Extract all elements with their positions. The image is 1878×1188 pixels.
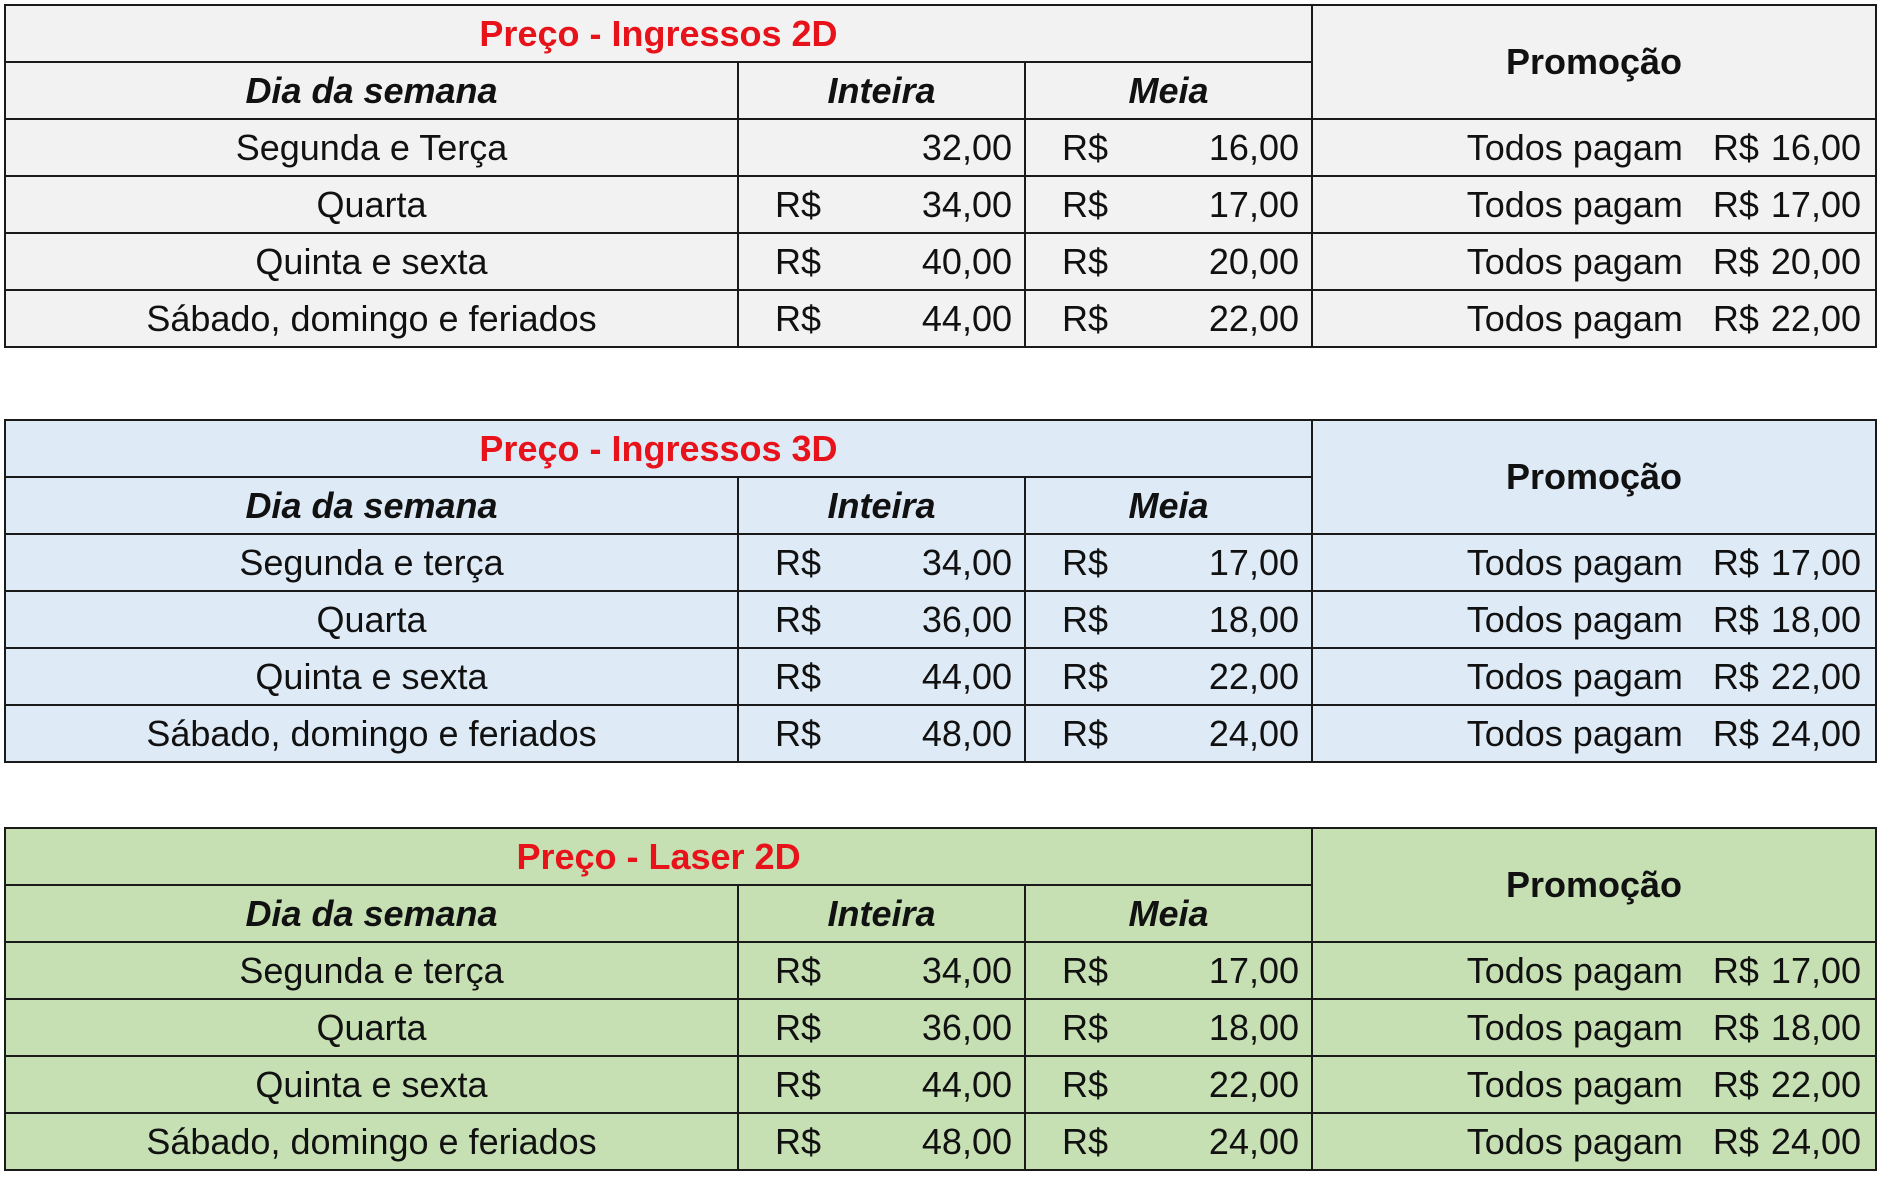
promo-value: 24,00 xyxy=(1770,1120,1862,1162)
promo-text: Todos pagam xyxy=(1466,1006,1683,1048)
full-price-value: 48,00 xyxy=(921,712,1012,754)
day-cell: Sábado, domingo e feriados xyxy=(5,290,738,347)
promo-value: 20,00 xyxy=(1770,240,1861,282)
currency-symbol: R$ xyxy=(775,240,822,282)
promo-cell xyxy=(1312,534,1876,591)
currency-symbol: R$ xyxy=(1712,712,1759,754)
promo-value: 18,00 xyxy=(1770,1006,1862,1048)
currency-symbol: R$ xyxy=(1062,541,1109,583)
day-cell: Quinta e sexta xyxy=(5,1056,738,1113)
promo-header: Promoção xyxy=(1312,5,1876,119)
half-price-cell xyxy=(1025,290,1312,347)
currency-symbol: R$ xyxy=(1712,297,1759,339)
half-price-column-header: Meia xyxy=(1025,885,1312,942)
half-price-value: 18,00 xyxy=(1208,598,1299,640)
promo-value: 17,00 xyxy=(1770,541,1861,583)
table-row xyxy=(5,705,1876,762)
promo-value: 18,00 xyxy=(1770,598,1861,640)
half-price-cell xyxy=(1025,705,1312,762)
half-price-cell xyxy=(1025,1056,1312,1113)
day-cell: Quarta xyxy=(5,176,738,233)
table-row xyxy=(5,1113,1876,1170)
promo-text: Todos pagam xyxy=(1466,712,1683,754)
promo-header: Promoção xyxy=(1312,828,1876,942)
currency-symbol: R$ xyxy=(1712,240,1759,282)
full-price-value: 40,00 xyxy=(921,240,1012,282)
promo-value: 17,00 xyxy=(1770,183,1861,225)
full-price-cell xyxy=(738,534,1025,591)
currency-symbol: R$ xyxy=(775,297,822,339)
full-price-value: 36,00 xyxy=(921,598,1012,640)
half-price-column-header: Meia xyxy=(1025,62,1312,119)
currency-symbol: R$ xyxy=(1712,1006,1759,1048)
promo-cell xyxy=(1312,999,1876,1056)
promo-text: Todos pagam xyxy=(1466,297,1683,339)
promo-cell xyxy=(1312,1113,1876,1170)
promo-value: 22,00 xyxy=(1770,297,1861,339)
promo-text: Todos pagam xyxy=(1466,1063,1683,1105)
half-price-column-header: Meia xyxy=(1025,477,1312,534)
promo-value: 22,00 xyxy=(1770,655,1861,697)
full-price-value: 44,00 xyxy=(921,297,1012,339)
promo-text: Todos pagam xyxy=(1466,949,1683,991)
table-title: Preço - Ingressos 3D xyxy=(5,420,1312,477)
promo-text: Todos pagam xyxy=(1466,541,1683,583)
table-row xyxy=(5,648,1876,705)
half-price-cell xyxy=(1025,591,1312,648)
currency-symbol: R$ xyxy=(775,1120,822,1162)
currency-symbol: R$ xyxy=(775,541,822,583)
half-price-value: 17,00 xyxy=(1208,949,1300,991)
half-price-value: 22,00 xyxy=(1208,655,1299,697)
promo-cell xyxy=(1312,942,1876,999)
full-price-cell xyxy=(738,999,1025,1056)
currency-symbol: R$ xyxy=(1712,541,1759,583)
day-cell: Segunda e terça xyxy=(5,942,738,999)
table-row xyxy=(5,534,1876,591)
half-price-cell xyxy=(1025,999,1312,1056)
currency-symbol: R$ xyxy=(775,712,822,754)
full-price-cell xyxy=(738,942,1025,999)
currency-symbol: R$ xyxy=(775,1063,822,1105)
half-price-cell xyxy=(1025,176,1312,233)
promo-text: Todos pagam xyxy=(1466,240,1683,282)
currency-symbol: R$ xyxy=(1062,949,1109,991)
full-price-column-header: Inteira xyxy=(738,885,1025,942)
day-cell: Quarta xyxy=(5,999,738,1056)
full-price-cell xyxy=(738,591,1025,648)
table-row xyxy=(5,119,1876,176)
table-row xyxy=(5,233,1876,290)
table-row xyxy=(5,176,1876,233)
table-row xyxy=(5,591,1876,648)
promo-cell xyxy=(1312,705,1876,762)
day-cell: Sábado, domingo e feriados xyxy=(5,705,738,762)
price-table-3d xyxy=(4,419,1877,763)
half-price-cell xyxy=(1025,233,1312,290)
half-price-value: 18,00 xyxy=(1208,1006,1300,1048)
full-price-cell xyxy=(738,119,1025,176)
price-table-2d xyxy=(4,4,1877,348)
table-title: Preço - Ingressos 2D xyxy=(5,5,1312,62)
half-price-value: 17,00 xyxy=(1208,183,1299,225)
full-price-value: 32,00 xyxy=(921,126,1012,168)
promo-text: Todos pagam xyxy=(1466,655,1683,697)
day-column-header: Dia da semana xyxy=(5,885,738,942)
currency-symbol: R$ xyxy=(1712,126,1759,168)
table-row xyxy=(5,999,1876,1056)
currency-symbol: R$ xyxy=(1062,183,1109,225)
promo-cell xyxy=(1312,591,1876,648)
currency-symbol: R$ xyxy=(1062,240,1109,282)
currency-symbol: R$ xyxy=(775,598,822,640)
day-column-header: Dia da semana xyxy=(5,62,738,119)
currency-symbol: R$ xyxy=(775,183,822,225)
full-price-cell xyxy=(738,1056,1025,1113)
currency-symbol: R$ xyxy=(1712,1120,1759,1162)
currency-symbol: R$ xyxy=(775,655,822,697)
promo-text: Todos pagam xyxy=(1466,598,1683,640)
currency-symbol: R$ xyxy=(1712,598,1759,640)
promo-cell xyxy=(1312,648,1876,705)
day-cell: Quarta xyxy=(5,591,738,648)
day-cell: Segunda e terça xyxy=(5,534,738,591)
promo-cell xyxy=(1312,119,1876,176)
day-cell: Quinta e sexta xyxy=(5,233,738,290)
full-price-column-header: Inteira xyxy=(738,477,1025,534)
currency-symbol: R$ xyxy=(1062,598,1109,640)
half-price-cell xyxy=(1025,534,1312,591)
full-price-cell xyxy=(738,1113,1025,1170)
half-price-cell xyxy=(1025,648,1312,705)
full-price-cell xyxy=(738,176,1025,233)
promo-text: Todos pagam xyxy=(1466,183,1683,225)
full-price-value: 36,00 xyxy=(921,1006,1012,1048)
promo-value: 16,00 xyxy=(1770,126,1861,168)
day-cell: Quinta e sexta xyxy=(5,648,738,705)
promo-text: Todos pagam xyxy=(1466,126,1683,168)
day-cell: Segunda e Terça xyxy=(5,119,738,176)
half-price-cell xyxy=(1025,1113,1312,1170)
table-title: Preço - Laser 2D xyxy=(5,828,1312,885)
full-price-value: 44,00 xyxy=(921,1063,1012,1105)
currency-symbol: R$ xyxy=(775,949,822,991)
full-price-cell xyxy=(738,705,1025,762)
currency-symbol: R$ xyxy=(1712,949,1759,991)
full-price-cell xyxy=(738,648,1025,705)
promo-value: 24,00 xyxy=(1770,712,1861,754)
half-price-value: 16,00 xyxy=(1208,126,1299,168)
currency-symbol: R$ xyxy=(1062,1120,1109,1162)
promo-text: Todos pagam xyxy=(1466,1120,1683,1162)
currency-symbol: R$ xyxy=(1062,1063,1109,1105)
full-price-value: 44,00 xyxy=(921,655,1012,697)
full-price-cell xyxy=(738,233,1025,290)
promo-value: 17,00 xyxy=(1770,949,1862,991)
price-table-laser-2d xyxy=(4,827,1877,1171)
table-row xyxy=(5,290,1876,347)
promo-cell xyxy=(1312,176,1876,233)
promo-cell xyxy=(1312,290,1876,347)
currency-symbol: R$ xyxy=(1712,1063,1759,1105)
half-price-value: 22,00 xyxy=(1208,297,1299,339)
full-price-value: 34,00 xyxy=(921,541,1012,583)
table-row xyxy=(5,1056,1876,1113)
currency-symbol: R$ xyxy=(1062,297,1109,339)
full-price-cell xyxy=(738,290,1025,347)
full-price-column-header: Inteira xyxy=(738,62,1025,119)
half-price-value: 20,00 xyxy=(1208,240,1299,282)
half-price-cell xyxy=(1025,942,1312,999)
full-price-value: 48,00 xyxy=(921,1120,1012,1162)
currency-symbol: R$ xyxy=(1062,712,1109,754)
half-price-value: 24,00 xyxy=(1208,712,1299,754)
promo-cell xyxy=(1312,233,1876,290)
half-price-value: 24,00 xyxy=(1208,1120,1300,1162)
day-cell: Sábado, domingo e feriados xyxy=(5,1113,738,1170)
promo-value: 22,00 xyxy=(1770,1063,1862,1105)
table-row xyxy=(5,942,1876,999)
currency-symbol: R$ xyxy=(1712,655,1759,697)
day-column-header: Dia da semana xyxy=(5,477,738,534)
promo-header: Promoção xyxy=(1312,420,1876,534)
full-price-value: 34,00 xyxy=(921,949,1012,991)
currency-symbol: R$ xyxy=(1712,183,1759,225)
full-price-value: 34,00 xyxy=(921,183,1012,225)
currency-symbol: R$ xyxy=(775,1006,822,1048)
currency-symbol: R$ xyxy=(1062,1006,1109,1048)
half-price-cell xyxy=(1025,119,1312,176)
currency-symbol: R$ xyxy=(1062,655,1109,697)
currency-symbol: R$ xyxy=(1062,126,1109,168)
half-price-value: 17,00 xyxy=(1208,541,1299,583)
half-price-value: 22,00 xyxy=(1208,1063,1300,1105)
promo-cell xyxy=(1312,1056,1876,1113)
